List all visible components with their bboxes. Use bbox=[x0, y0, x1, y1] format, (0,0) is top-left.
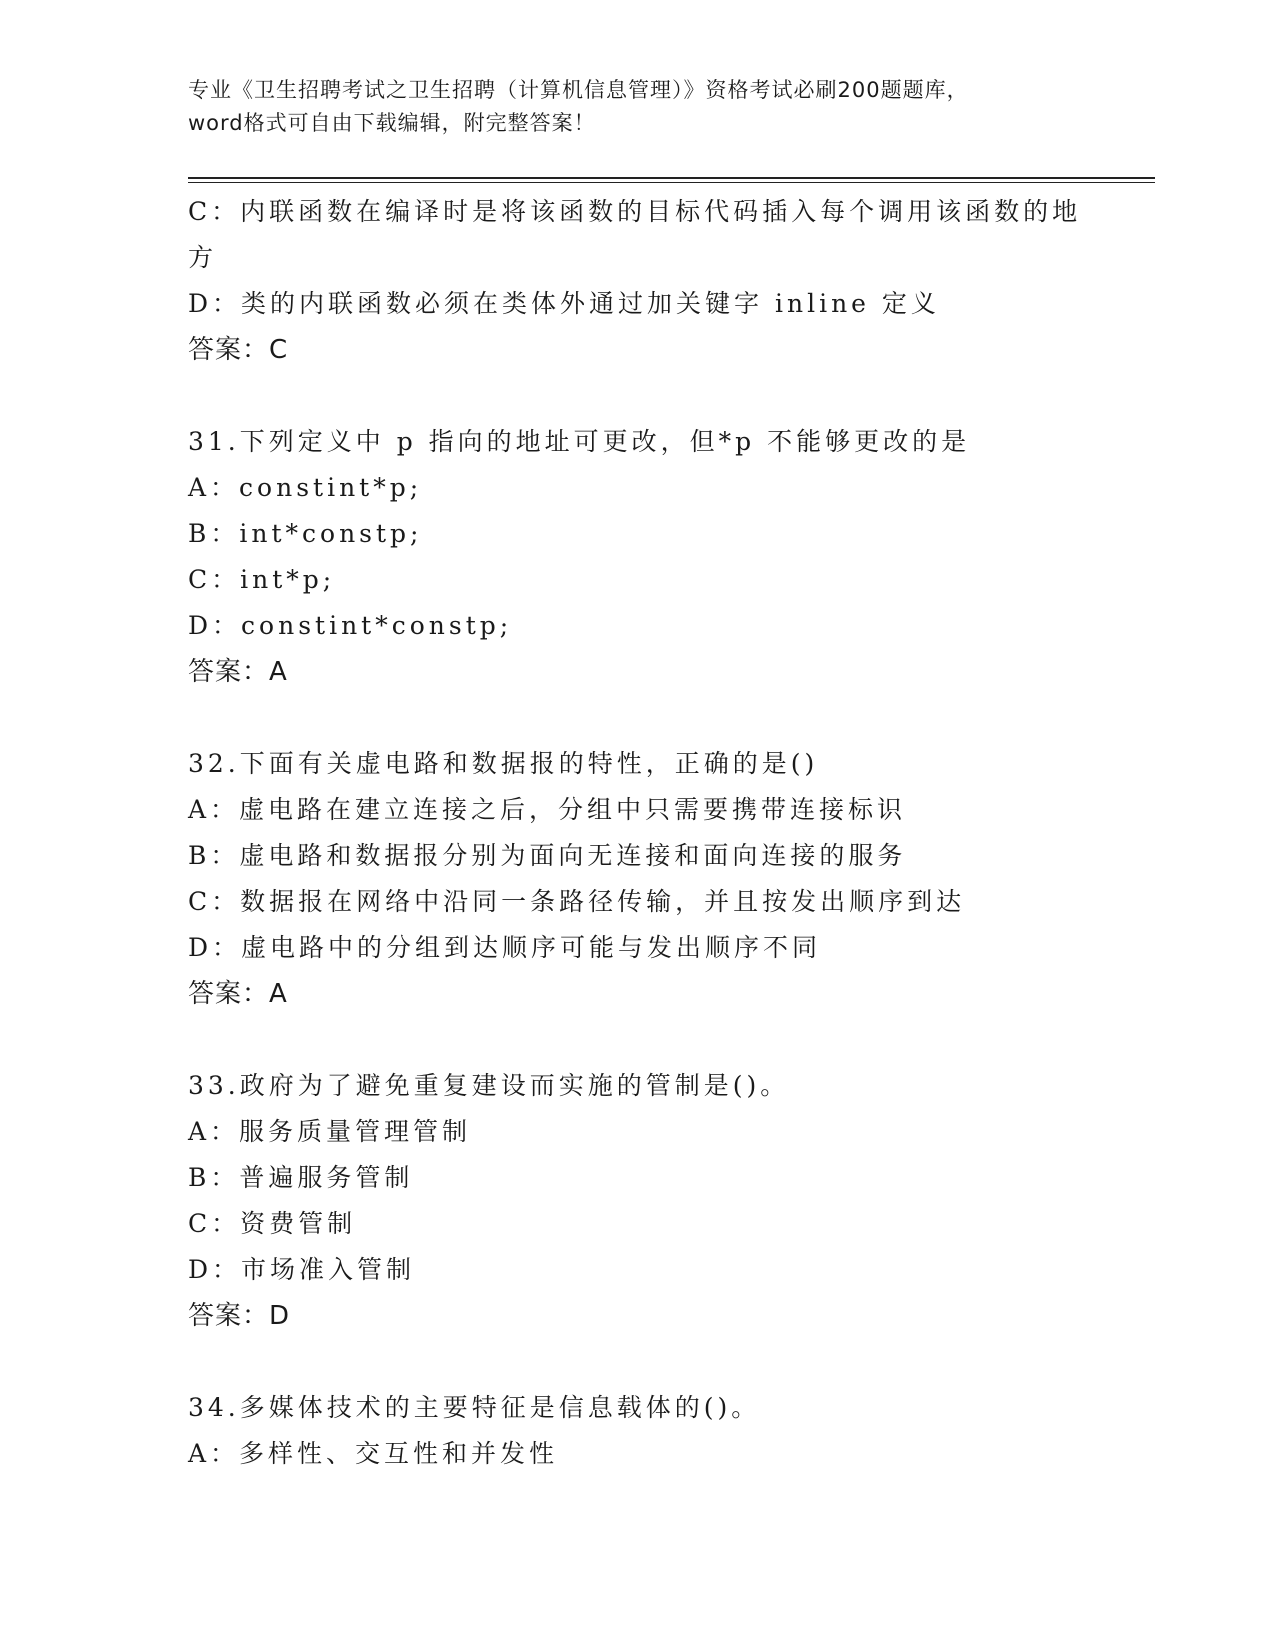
option-d: D：市场准入管制 bbox=[188, 1255, 416, 1284]
spacer bbox=[188, 373, 1155, 419]
option-d: D：类的内联函数必须在类体外通过加关键字 inline 定义 bbox=[188, 289, 940, 318]
option-b: B：int*constp; bbox=[188, 519, 423, 548]
header-line-2: word格式可自由下载编辑，附完整答案！ bbox=[188, 111, 596, 135]
option-b: B：普遍服务管制 bbox=[188, 1163, 414, 1192]
option-d: D：constint*constp; bbox=[188, 611, 513, 640]
question-31 bbox=[188, 419, 1155, 695]
question-30-continued bbox=[188, 189, 1155, 373]
question-stem: 34.多媒体技术的主要特征是信息载体的()。 bbox=[188, 1393, 761, 1422]
question-stem: 32.下面有关虚电路和数据报的特性，正确的是() bbox=[188, 749, 819, 778]
question-stem: 33.政府为了避免重复建设而实施的管制是()。 bbox=[188, 1071, 790, 1100]
option-c-continued: 方 bbox=[188, 243, 218, 272]
option-c: C：int*p; bbox=[188, 565, 336, 594]
option-b: B：虚电路和数据报分别为面向无连接和面向连接的服务 bbox=[188, 841, 907, 870]
option-c: C：资费管制 bbox=[188, 1209, 357, 1238]
header-line-1: 专业《卫生招聘考试之卫生招聘（计算机信息管理）》资格考试必刷200题题库， bbox=[188, 78, 969, 102]
answer: 答案：D bbox=[188, 1301, 291, 1331]
header-divider-thin bbox=[188, 182, 1155, 183]
answer: 答案：C bbox=[188, 335, 289, 365]
question-stem: 31.下列定义中 p 指向的地址可更改，但*p 不能够更改的是 bbox=[188, 427, 971, 456]
question-34 bbox=[188, 1385, 1155, 1477]
header-divider-thick bbox=[188, 177, 1155, 179]
question-list bbox=[188, 189, 1155, 1477]
spacer bbox=[188, 695, 1155, 741]
option-c: C：数据报在网络中沿同一条路径传输，并且按发出顺序到达 bbox=[188, 887, 966, 916]
option-a: A：constint*p; bbox=[188, 473, 423, 502]
answer: 答案：A bbox=[188, 657, 288, 687]
document-header bbox=[188, 74, 1088, 140]
option-a: A：虚电路在建立连接之后，分组中只需要携带连接标识 bbox=[188, 795, 907, 824]
spacer bbox=[188, 1339, 1155, 1385]
option-c: C：内联函数在编译时是将该函数的目标代码插入每个调用该函数的地 bbox=[188, 197, 1082, 226]
question-33 bbox=[188, 1063, 1155, 1339]
option-a: A：多样性、交互性和并发性 bbox=[188, 1439, 559, 1468]
option-a: A：服务质量管理管制 bbox=[188, 1117, 472, 1146]
option-d: D：虚电路中的分组到达顺序可能与发出顺序不同 bbox=[188, 933, 822, 962]
answer: 答案：A bbox=[188, 979, 288, 1009]
spacer bbox=[188, 1017, 1155, 1063]
question-32 bbox=[188, 741, 1155, 1017]
